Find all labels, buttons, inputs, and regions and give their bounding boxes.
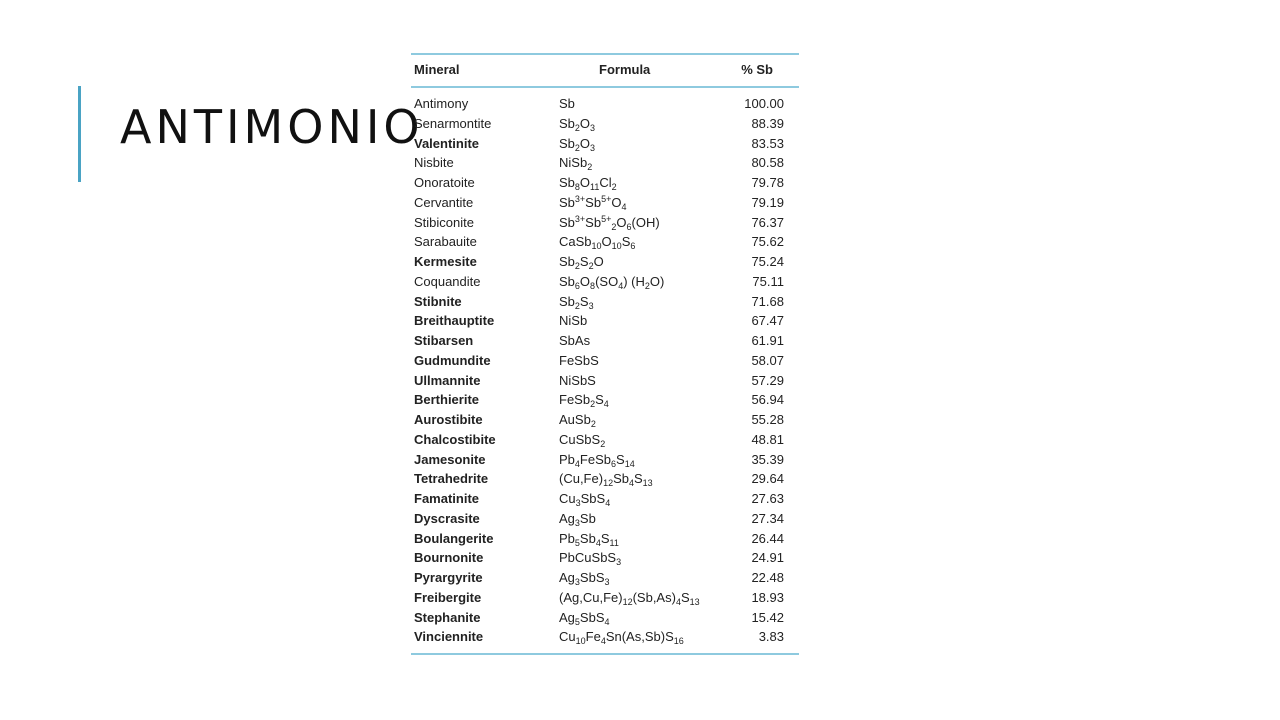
percent-sb-value: 26.44 [751,530,784,546]
mineral-name: Antimony [414,96,469,111]
percent-sb-value: 75.11 [752,273,784,289]
mineral-formula: CuSbS$_2$ [559,431,606,449]
percent-sb-value: 27.34 [751,510,784,526]
percent-sb-value: 67.47 [751,313,784,329]
percent-sb-value: 79.19 [751,194,784,210]
mineral-name: Famatinite [414,491,480,506]
mineral-formula: NiSb [559,313,588,329]
mineral-formula: NiSb$_2$ [559,155,593,173]
table-top-rule [411,53,799,55]
percent-sb-value: 76.37 [751,214,784,230]
mineral-name: Stibnite [414,293,462,309]
table-row [411,627,799,647]
percent-sb-value: 55.28 [751,412,784,427]
table-row [411,410,799,430]
mineral-name: Breithauptite [414,313,495,329]
percent-sb-value: 35.39 [751,451,784,467]
mineral-formula: $Sb_2S_2O$ [559,254,604,271]
mineral-formula: $Cu_{10}Fe_4Sn(As,Sb)S_{16}$ [559,629,684,647]
mineral-name: Ullmannite [414,372,481,388]
mineral-name: Stibiconite [414,214,474,230]
percent-sb-value: 24.91 [751,550,784,566]
mineral-name: Valentinite [414,135,480,151]
percent-sb-value: 83.53 [751,135,784,151]
mineral-name: Senarmontite [414,115,492,131]
mineral-name: Nisbite [414,155,454,171]
table-row [411,193,799,213]
mineral-formula: $Sb_6O_8(SO_4)$ $(H_2O)$ [559,273,665,291]
percent-sb-value: 71.68 [751,293,784,309]
mineral-formula: $FeSb_2S_4$ [559,392,609,410]
percent-sb-value: 88.39 [751,115,784,131]
mineral-formula: FeSbS [559,352,599,368]
mineral-name: Jamesonite [414,451,486,467]
percent-sb-value: 79.78 [751,175,784,190]
table-row [411,213,799,233]
table-body [411,94,799,647]
table-row [411,292,799,312]
mineral-name: Pyrargyrite [414,570,483,585]
mineral-formula: $Sb^{3+}Sb^{5+}_2O_6(OH)$ [559,213,660,232]
mineral-formula: $Sb_2S_3$ [559,293,594,311]
percent-sb-value: 75.62 [751,234,784,250]
table-header-rule [411,86,799,88]
table-row [411,232,799,252]
mineral-formula: $(Ag,Cu,Fe)_{12}(Sb,As)_4S_{13}$ [559,589,700,607]
mineral-formula: $Pb_4FeSb_6S_{14}$ [559,451,635,469]
mineral-formula: $(Cu,Fe)_{12}Sb_4S_{13}$ [559,471,653,489]
table-row [411,548,799,568]
mineral-name: Bournonite [414,550,484,566]
table-row [411,430,799,450]
table-row [411,509,799,529]
header-formula: Formula [599,62,651,77]
mineral-name: Coquandite [414,273,481,289]
percent-sb-value: 15.42 [751,609,784,625]
mineral-formula: SbAs [559,333,591,348]
mineral-formula: $Sb_2O_3$ [559,115,596,133]
mineral-formula: $Cu_3SbS_4$ [559,491,611,508]
percent-sb-value: 57.29 [751,372,784,388]
table-row [411,390,799,410]
table-row [411,588,799,608]
percent-sb-value: 3.83 [758,629,784,645]
mineral-name: Dyscrasite [414,510,480,526]
table-row [411,608,799,628]
table-row [411,134,799,154]
table-row [411,311,799,331]
mineral-name: Cervantite [414,194,474,210]
percent-sb-value: 61.91 [751,333,784,348]
mineral-name: Gudmundite [414,352,491,368]
mineral-name: Aurostibite [414,412,483,427]
slide-title: ANTIMONIO [120,100,424,154]
table-row [411,351,799,371]
mineral-name: Boulangerite [414,530,494,546]
percent-sb-value: 22.48 [751,570,784,585]
mineral-name: Onoratoite [414,175,475,190]
percent-sb-value: 56.94 [751,392,784,408]
mineral-name: Freibergite [414,589,482,605]
percent-sb-value: 48.81 [751,431,784,447]
table-row [411,114,799,134]
mineral-formula: $Ag_3SbS_3$ [559,570,610,587]
table-row [411,94,799,114]
mineral-formula: $Ag_5SbS_4$ [559,609,610,627]
mineral-formula: $CaSb_{10}O_{10}S_6$ [559,234,636,252]
table-row [411,489,799,509]
percent-sb-value: 80.58 [751,155,784,171]
percent-sb-value: 100.00 [744,96,784,111]
table-row [411,469,799,489]
mineral-name: Sarabauite [414,234,477,250]
mineral-formula: NiSbS [559,372,596,388]
table-row [411,153,799,173]
mineral-formula: PbCuSbS$_3$ [559,550,622,568]
title-accent-bar [78,86,81,182]
percent-sb-value: 27.63 [751,491,784,506]
mineral-formula: $Pb_5Sb_4S_{11}$ [559,530,619,548]
mineral-formula: $Ag_3Sb$ [559,510,596,528]
table-bottom-rule [411,653,799,655]
mineral-formula: Sb [559,96,575,111]
percent-sb-value: 29.64 [751,471,784,487]
mineral-formula: $Sb_8O_{11}Cl_2$ [559,175,617,192]
percent-sb-value: 58.07 [751,352,784,368]
table-row [411,568,799,588]
table-row [411,529,799,549]
minerals-table [411,53,799,657]
mineral-name: Vinciennite [414,629,484,645]
table-row [411,173,799,193]
percent-sb-value: 75.24 [751,254,784,269]
mineral-formula: $Sb^{3+}Sb^{5+}O_4$ [559,193,627,212]
table-row [411,371,799,391]
mineral-formula: $Sb_2O_3$ [559,135,596,153]
table-row [411,252,799,272]
mineral-name: Tetrahedrite [414,471,489,487]
mineral-name: Stephanite [414,609,481,625]
table-row [411,331,799,351]
header-percent-sb: % Sb [741,62,773,77]
mineral-name: Stibarsen [414,333,474,348]
header-mineral: Mineral [414,62,460,77]
mineral-formula: AuSb$_2$ [559,412,596,429]
mineral-name: Chalcostibite [414,431,496,447]
mineral-name: Kermesite [414,254,477,269]
mineral-name: Berthierite [414,392,480,408]
table-row [411,272,799,292]
percent-sb-value: 18.93 [751,589,784,605]
table-row [411,450,799,470]
